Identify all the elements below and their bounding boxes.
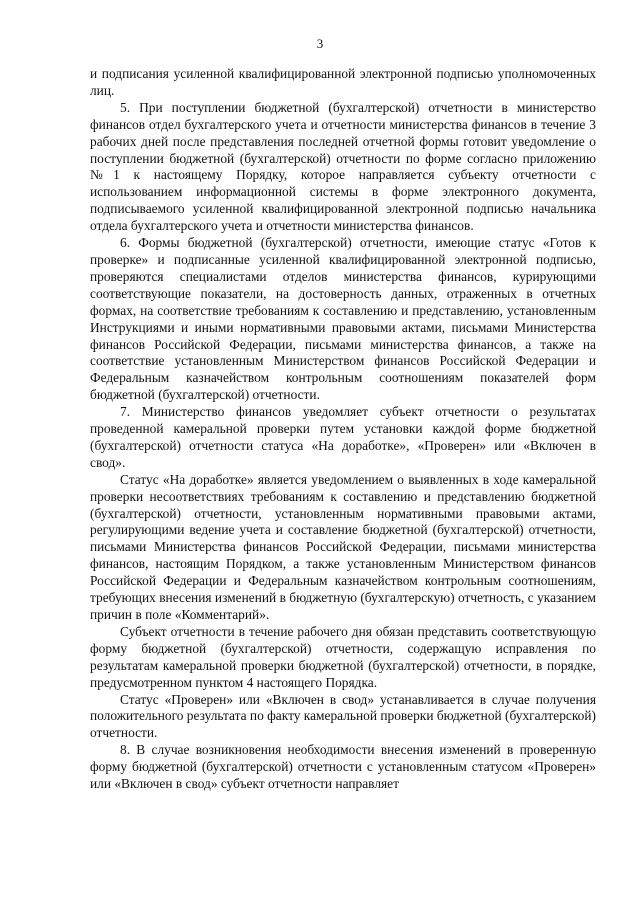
document-body [90,66,596,793]
paragraph-subject-obligation: Субъект отчетности в течение рабочего дня обязан представить соответствующую форму бюджетной (бухгалтерской) отчетности, содержащую исправления по результатам камеральной проверки бюджетной (бухгалтерской) отчетности, в порядке, предусмотренном пунктом 4 настоящего Порядка. [90,623,596,690]
paragraph-item-8: 8. В случае возникновения необходимости внесения изменений в проверенную форму бюджетной (бухгалтерской) отчетности с установленным статусом «Проверен» или «Включен в свод» субъект отчетности направляет [90,742,596,792]
paragraph-continuation: и подписания усиленной квалифицированной электронной подписью уполномоченных лиц. [90,66,596,98]
paragraph-item-7: 7. Министерство финансов уведомляет субъект отчетности о результатах проведенной камеральной проверки путем установки каждой форме бюджетной (бухгалтерской) отчетности статуса «На доработке», «Проверен» или «Включен в свод». [90,404,596,470]
paragraph-item-6: 6. Формы бюджетной (бухгалтерской) отчетности, имеющие статус «Готов к проверке» и подписанные усиленной квалифицированной электронной подписью, проверяются специалистами отделов министерства финансов, курирующими соответствующие показатели, на достоверность данных, отраженных в отчетных формах, на соответствие требованиям к составлению и представлению, установленным Инструкциями и иными нормативными правовыми актами, письмами Министерства финансов Российской Федерации, письмами министерства финансов, а также на соответствие установленным Министерством финансов Российской Федерации и Федеральным казначейством контрольным соотношениям показателей форм бюджетной (бухгалтерской) отчетности. [90,235,596,403]
paragraph-item-5: 5. При поступлении бюджетной (бухгалтерской) отчетности в министерство финансов отдел бухгалтерского учета и отчетности министерства финансов в течение 3 рабочих дней после представления последней отчетной формы готовит уведомление о поступлении бюджетной (бухгалтерской) отчетности по форме согласно приложению №1 к настоящему Порядку, которое направляется субъекту отчетности с использованием информационной системы в форме электронного документа, подписываемого усиленной квалифицированной электронной подписью начальника отдела бухгалтерского учета и отчетности министерства финансов. [90,99,596,234]
paragraph-status-proveren: Статус «Проверен» или «Включен в свод» устанавливается в случае получения положительного результата по факту камеральной проверки бюджетной (бухгалтерской) отчетности. [90,691,596,741]
paragraph-status-na-dorabotke: Статус «На доработке» является уведомлением о выявленных в ходе камеральной проверки несоответствиях требованиям к составлению и представлению бюджетной (бухгалтерской) отчетности, установленным нормативными правовыми актами, регулирующими ведение учета и составление бюджетной (бухгалтерской) отчетности, письмами Министерства финансов Российской Федерации, письмами министерства финансов, настоящим Порядком, а также установленным Министерством финансов Российской Федерации и Федеральным казначейством контрольным соотношениям, требующих внесения изменений в бюджетную (бухгалтерскую) отчетность, с указанием причин в поле «Комментарий». [90,471,596,622]
page-number: 3 [316,36,324,51]
